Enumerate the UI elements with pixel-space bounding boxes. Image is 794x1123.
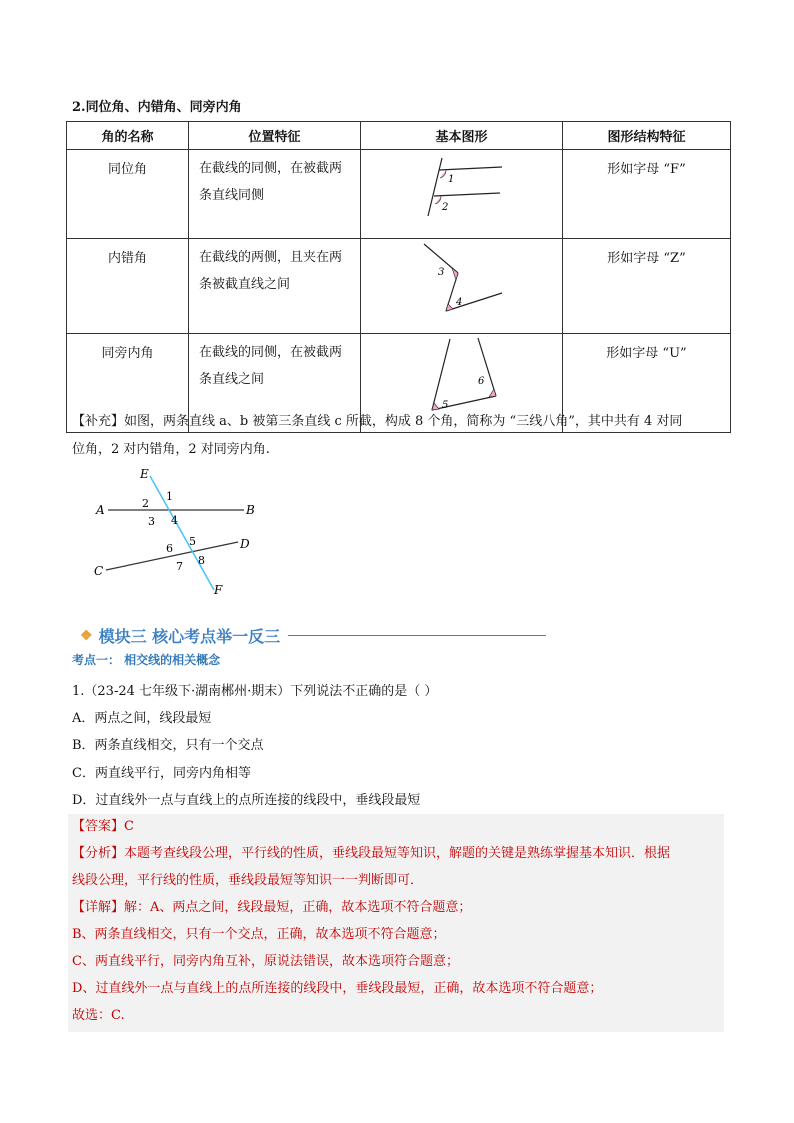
angle-label: 7 <box>176 560 183 573</box>
basic-figure <box>361 239 563 334</box>
point-label-B: B <box>246 503 255 517</box>
detail-line: D、过直线外一点与直线上的点所连接的线段中，垂线段最短，正确，故本选项不符合题意； <box>72 981 603 996</box>
position-line: 在截线的两侧，且夹在两 <box>199 250 343 265</box>
table-header: 角的名称 <box>67 122 189 150</box>
angle-name: 同位角 <box>67 150 189 239</box>
table-header: 位置特征 <box>189 122 361 150</box>
position-feature <box>189 150 361 239</box>
question-option: D．过直线外一点与直线上的点所连接的线段中，垂线段最短 <box>72 793 421 808</box>
alternate-angles-figure <box>362 239 562 323</box>
angle-label: 4 <box>455 297 462 308</box>
topic-heading: 考点一： 相交线的相关概念 <box>72 653 221 667</box>
question-option: C．两直线平行，同旁内角相等 <box>72 766 251 781</box>
angle-label: 6 <box>166 542 173 555</box>
angle-table <box>66 121 731 433</box>
final-answer: 故选：C. <box>72 1008 125 1023</box>
position-line: 条被截直线之间 <box>199 277 291 292</box>
position-line: 在截线的同侧，在被截两 <box>199 161 343 176</box>
angle-label: 6 <box>477 376 484 387</box>
question-option: B．两条直线相交，只有一个交点 <box>72 738 264 753</box>
point-label-E: E <box>140 467 149 481</box>
point-label-F: F <box>214 583 223 597</box>
position-line: 条直线同侧 <box>199 188 265 203</box>
position-line: 条直线之间 <box>199 372 265 387</box>
angle-name: 内错角 <box>67 239 189 334</box>
angle-name: 同旁内角 <box>67 334 189 433</box>
structure-feature: 形如字母 “F” <box>563 150 731 239</box>
detail-line: 【详解】解：A、两点之间，线段最短，正确，故本选项不符合题意； <box>72 900 472 915</box>
corresponding-angles-figure <box>362 150 562 228</box>
angle-label: 2 <box>142 497 149 510</box>
angle-label: 3 <box>437 267 444 278</box>
three-lines-eight-angles-figure <box>86 462 276 598</box>
analysis-line: 【分析】本题考查线段公理，平行线的性质，垂线段最短等知识，解题的关键是熟练掌握基本知识．根据 <box>72 846 671 861</box>
table-row <box>67 239 731 334</box>
angle-label: 1 <box>166 490 173 503</box>
question-option: A．两点之间，线段最短 <box>72 711 212 726</box>
module-divider <box>288 635 546 636</box>
supplement-line: 【补充】如图，两条直线 a、b 被第三条直线 c 所截，构成 8 个角，简称为 “三线八角”，其中共有 4 对同 <box>72 414 683 429</box>
double-diamond-icon: ❖ <box>80 627 93 644</box>
angle-label: 4 <box>171 514 178 527</box>
angle-label: 2 <box>441 202 448 213</box>
section-title: 2.同位角、内错角、同旁内角 <box>72 100 242 115</box>
point-label-C: C <box>94 564 104 578</box>
table-header: 基本图形 <box>361 122 563 150</box>
structure-feature: 形如字母 “U” <box>563 334 731 433</box>
table-header: 图形结构特征 <box>563 122 731 150</box>
angle-label: 5 <box>189 535 196 548</box>
table-header-row <box>67 122 731 150</box>
table-row <box>67 150 731 239</box>
question-stem: 1.（23-24 七年级下·湖南郴州·期末）下列说法不正确的是（ ） <box>72 684 438 699</box>
answer-line: 【答案】C <box>72 819 134 834</box>
structure-feature: 形如字母 “Z” <box>563 239 731 334</box>
analysis-line: 线段公理，平行线的性质，垂线段最短等知识一一判断即可． <box>72 873 424 888</box>
position-feature <box>189 239 361 334</box>
detail-line: C、两直线平行，同旁内角互补，原说法错误，故本选项符合题意； <box>72 954 459 969</box>
point-label-A: A <box>96 503 105 517</box>
angle-label: 3 <box>148 515 155 528</box>
position-line: 在截线的同侧，在被截两 <box>199 345 343 360</box>
supplement-text <box>72 408 728 464</box>
detail-line: B、两条直线相交，只有一个交点，正确，故本选项不符合题意； <box>72 927 446 942</box>
module-title: 模块三 核心考点举一反三 <box>98 627 281 646</box>
module-heading <box>80 624 546 647</box>
angle-label: 8 <box>198 554 205 567</box>
basic-figure <box>361 150 563 239</box>
angle-label: 5 <box>441 400 448 411</box>
angle-label: 1 <box>447 174 454 185</box>
point-label-D: D <box>240 537 250 551</box>
supplement-line: 位角，2 对内错角，2 对同旁内角. <box>72 442 270 457</box>
